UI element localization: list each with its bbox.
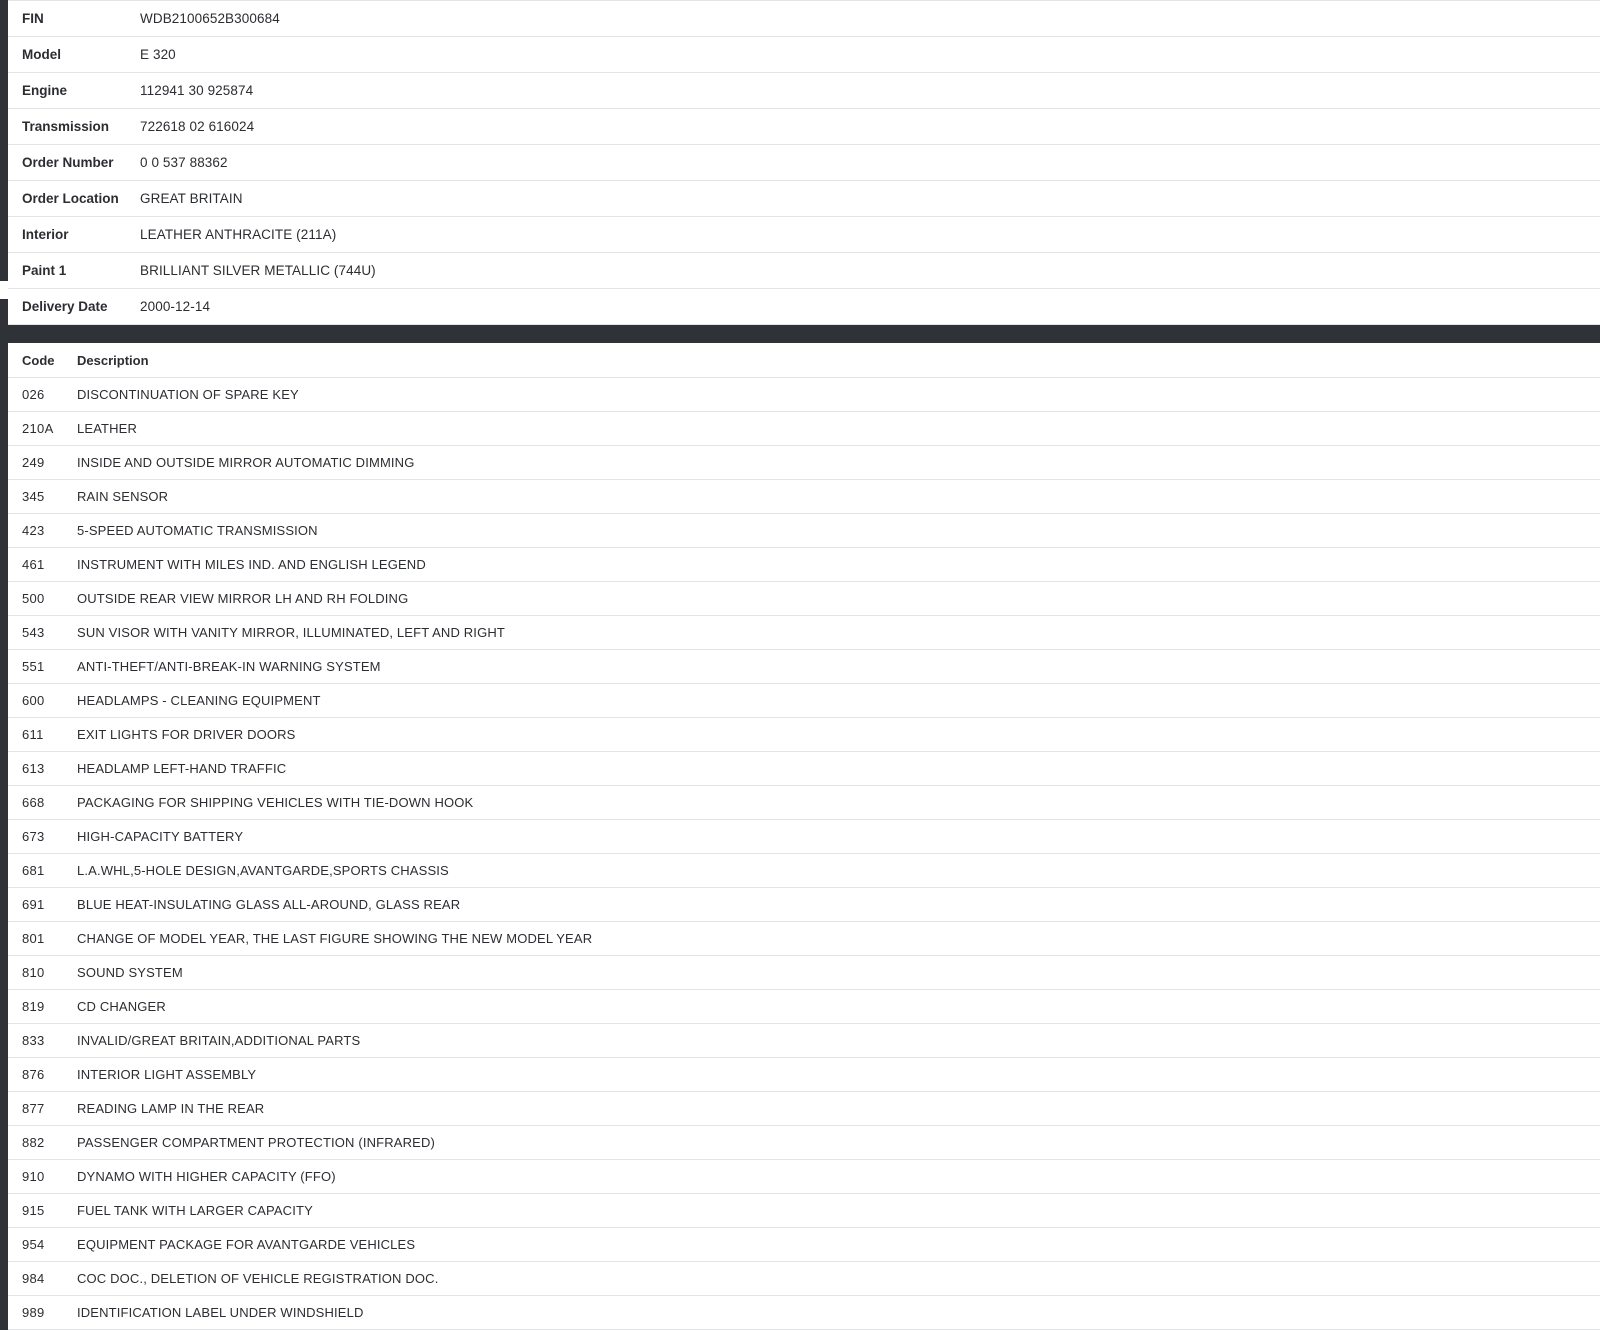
equipment-code: 613: [8, 752, 63, 786]
left-accent-rail-bottom: [0, 299, 8, 1330]
equipment-description: INTERIOR LIGHT ASSEMBLY: [63, 1058, 1600, 1092]
vehicle-info-table: [8, 0, 1600, 325]
table-row: [8, 514, 1600, 548]
table-row: [8, 990, 1600, 1024]
equipment-description: HIGH-CAPACITY BATTERY: [63, 820, 1600, 854]
equipment-code: 915: [8, 1194, 63, 1228]
equipment-code: 801: [8, 922, 63, 956]
vehicle-info-label: Delivery Date: [22, 299, 108, 314]
table-row: [8, 854, 1600, 888]
table-row: [8, 1024, 1600, 1058]
equipment-description: CHANGE OF MODEL YEAR, THE LAST FIGURE SHOWING THE NEW MODEL YEAR: [63, 922, 1600, 956]
table-row: [8, 1194, 1600, 1228]
equipment-description: PACKAGING FOR SHIPPING VEHICLES WITH TIE-DOWN HOOK: [63, 786, 1600, 820]
vehicle-info-value: 112941 30 925874: [140, 83, 254, 98]
table-row: [8, 1126, 1600, 1160]
equipment-codes-table: [8, 343, 1600, 1330]
table-row: [8, 684, 1600, 718]
equipment-code: 681: [8, 854, 63, 888]
table-row: [8, 1296, 1600, 1330]
equipment-description: INVALID/GREAT BRITAIN,ADDITIONAL PARTS: [63, 1024, 1600, 1058]
equipment-description: SOUND SYSTEM: [63, 956, 1600, 990]
equipment-code: 551: [8, 650, 63, 684]
column-header-code: Code: [8, 343, 63, 378]
vehicle-info-row: [8, 217, 1600, 253]
equipment-code: 910: [8, 1160, 63, 1194]
table-row: [8, 582, 1600, 616]
vehicle-info-row: [8, 1, 1600, 37]
vehicle-info-value: 2000-12-14: [140, 299, 211, 314]
vehicle-info-label: Model: [22, 47, 61, 62]
equipment-code: 249: [8, 446, 63, 480]
codes-table-head: [8, 343, 1600, 378]
table-row: [8, 752, 1600, 786]
equipment-description: EXIT LIGHTS FOR DRIVER DOORS: [63, 718, 1600, 752]
equipment-description: SUN VISOR WITH VANITY MIRROR, ILLUMINATED, LEFT AND RIGHT: [63, 616, 1600, 650]
table-row: [8, 412, 1600, 446]
equipment-code: 984: [8, 1262, 63, 1296]
table-row: [8, 1092, 1600, 1126]
equipment-description: OUTSIDE REAR VIEW MIRROR LH AND RH FOLDING: [63, 582, 1600, 616]
equipment-description: CD CHANGER: [63, 990, 1600, 1024]
equipment-description: RAIN SENSOR: [63, 480, 1600, 514]
table-row: [8, 1160, 1600, 1194]
table-row: [8, 1228, 1600, 1262]
vehicle-info-row: [8, 73, 1600, 109]
table-row: [8, 820, 1600, 854]
vehicle-info-row: [8, 289, 1600, 325]
vehicle-info-value: BRILLIANT SILVER METALLIC (744U): [140, 263, 376, 278]
equipment-code: 543: [8, 616, 63, 650]
table-row: [8, 1262, 1600, 1296]
equipment-code: 210A: [8, 412, 63, 446]
equipment-description: COC DOC., DELETION OF VEHICLE REGISTRATION DOC.: [63, 1262, 1600, 1296]
vehicle-info-value: LEATHER ANTHRACITE (211A): [140, 227, 337, 242]
table-row: [8, 888, 1600, 922]
vehicle-info-label: FIN: [22, 11, 44, 26]
vehicle-info-label: Order Location: [22, 191, 119, 206]
equipment-description: EQUIPMENT PACKAGE FOR AVANTGARDE VEHICLES: [63, 1228, 1600, 1262]
equipment-description: HEADLAMP LEFT-HAND TRAFFIC: [63, 752, 1600, 786]
equipment-code: 691: [8, 888, 63, 922]
codes-header-row: [8, 343, 1600, 378]
table-row: [8, 786, 1600, 820]
table-row: [8, 718, 1600, 752]
equipment-code: 876: [8, 1058, 63, 1092]
table-row: [8, 1058, 1600, 1092]
vehicle-info-value: 722618 02 616024: [140, 119, 255, 134]
vehicle-info-value: GREAT BRITAIN: [140, 191, 243, 206]
equipment-description: IDENTIFICATION LABEL UNDER WINDSHIELD: [63, 1296, 1600, 1330]
column-header-description: Description: [63, 343, 1600, 378]
equipment-description: DISCONTINUATION OF SPARE KEY: [63, 378, 1600, 412]
equipment-code: 668: [8, 786, 63, 820]
left-accent-rail-top: [0, 0, 8, 281]
equipment-code: 611: [8, 718, 63, 752]
equipment-description: READING LAMP IN THE REAR: [63, 1092, 1600, 1126]
vehicle-info-label: Interior: [22, 227, 69, 242]
vehicle-info-row: [8, 37, 1600, 73]
equipment-description: L.A.WHL,5-HOLE DESIGN,AVANTGARDE,SPORTS CHASSIS: [63, 854, 1600, 888]
table-row: [8, 480, 1600, 514]
equipment-code: 833: [8, 1024, 63, 1058]
equipment-code: 345: [8, 480, 63, 514]
vehicle-info-label: Paint 1: [22, 263, 67, 278]
equipment-code: 989: [8, 1296, 63, 1330]
vehicle-info-row: [8, 253, 1600, 289]
equipment-description: INSIDE AND OUTSIDE MIRROR AUTOMATIC DIMMING: [63, 446, 1600, 480]
table-row: [8, 956, 1600, 990]
section-divider-band: [8, 325, 1600, 343]
table-row: [8, 922, 1600, 956]
equipment-code: 600: [8, 684, 63, 718]
vehicle-info-label: Engine: [22, 83, 68, 98]
vehicle-info-value: WDB2100652B300684: [140, 11, 280, 26]
equipment-code: 026: [8, 378, 63, 412]
equipment-description: HEADLAMPS - CLEANING EQUIPMENT: [63, 684, 1600, 718]
vehicle-info-value: 0 0 537 88362: [140, 155, 228, 170]
equipment-code: 877: [8, 1092, 63, 1126]
table-row: [8, 446, 1600, 480]
equipment-code: 461: [8, 548, 63, 582]
equipment-description: BLUE HEAT-INSULATING GLASS ALL-AROUND, GLASS REAR: [63, 888, 1600, 922]
table-row: [8, 378, 1600, 412]
equipment-description: INSTRUMENT WITH MILES IND. AND ENGLISH LEGEND: [63, 548, 1600, 582]
equipment-code: 819: [8, 990, 63, 1024]
vehicle-info-row: [8, 109, 1600, 145]
equipment-code: 882: [8, 1126, 63, 1160]
vehicle-info-row: [8, 145, 1600, 181]
equipment-code: 423: [8, 514, 63, 548]
equipment-code: 673: [8, 820, 63, 854]
vehicle-info-label: Transmission: [22, 119, 110, 134]
equipment-code: 500: [8, 582, 63, 616]
table-row: [8, 650, 1600, 684]
equipment-description: DYNAMO WITH HIGHER CAPACITY (FFO): [63, 1160, 1600, 1194]
vehicle-info-label: Order Number: [22, 155, 114, 170]
table-row: [8, 616, 1600, 650]
equipment-code: 810: [8, 956, 63, 990]
vehicle-info-value: E 320: [140, 47, 176, 62]
equipment-description: 5-SPEED AUTOMATIC TRANSMISSION: [63, 514, 1600, 548]
equipment-code: 954: [8, 1228, 63, 1262]
vehicle-info-row: [8, 181, 1600, 217]
equipment-description: FUEL TANK WITH LARGER CAPACITY: [63, 1194, 1600, 1228]
equipment-description: LEATHER: [63, 412, 1600, 446]
table-row: [8, 548, 1600, 582]
equipment-description: PASSENGER COMPARTMENT PROTECTION (INFRARED): [63, 1126, 1600, 1160]
equipment-description: ANTI-THEFT/ANTI-BREAK-IN WARNING SYSTEM: [63, 650, 1600, 684]
